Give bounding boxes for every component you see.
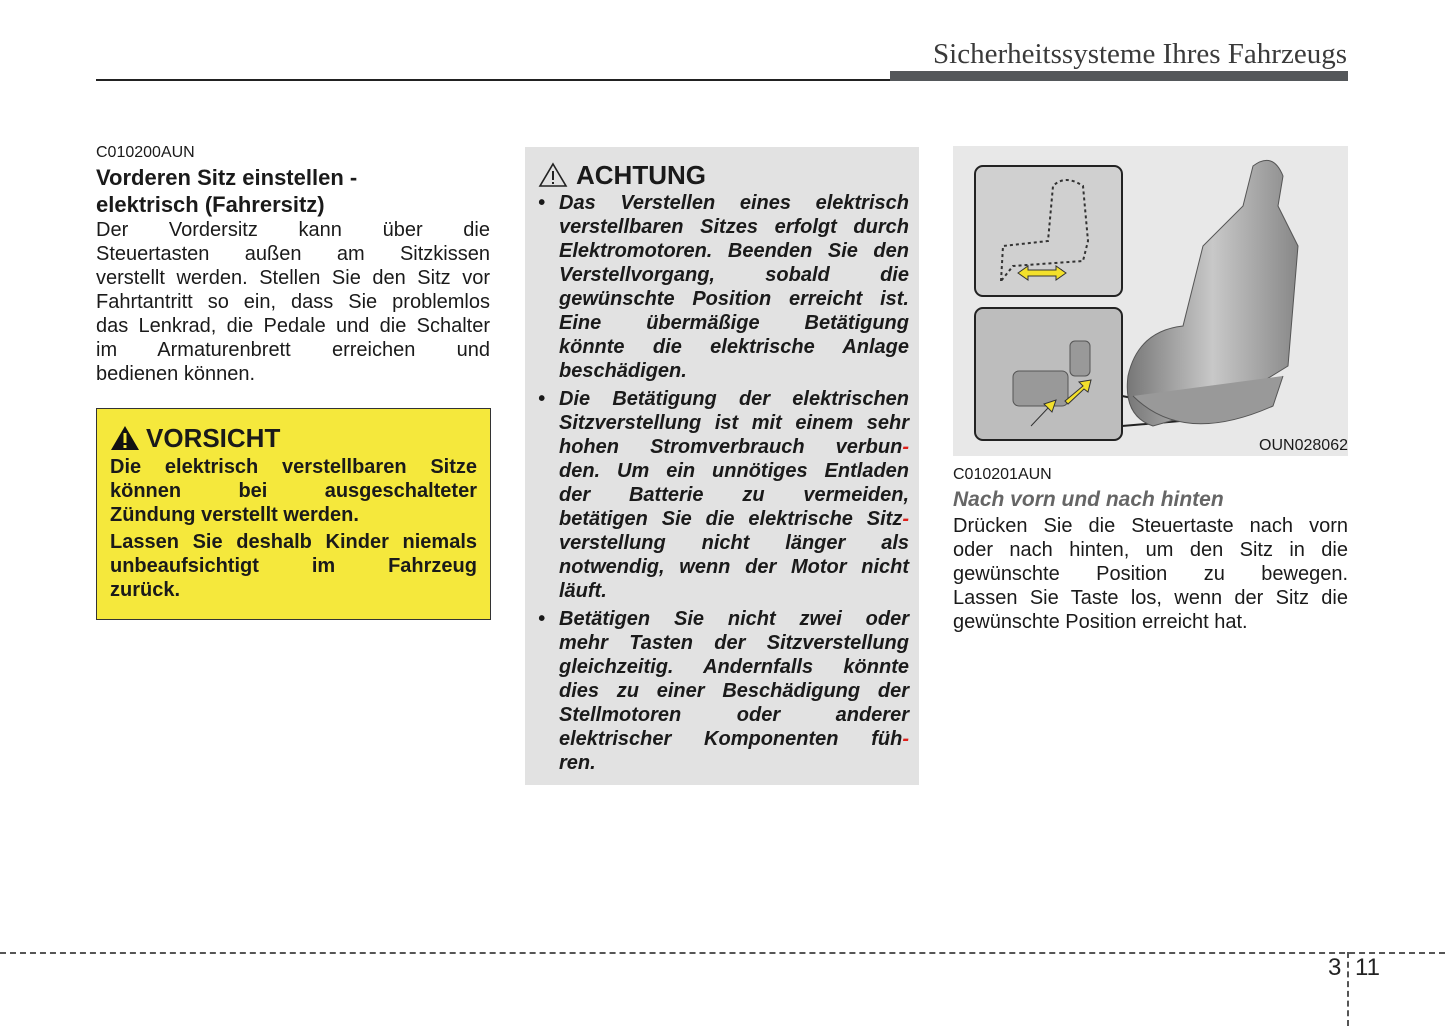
- notice-line: [559, 435, 909, 459]
- notice-line: gleichzeitig. Andernfalls könnte: [559, 656, 909, 678]
- caution-line: können bei ausgeschalteter: [110, 480, 477, 502]
- hyphen: -: [902, 728, 909, 750]
- notice-line: verstellung nicht länger als: [559, 532, 909, 554]
- footer-rule: [0, 952, 1445, 954]
- caution-line: Lassen Sie deshalb Kinder niemals: [110, 531, 477, 553]
- notice-line: läuft.: [559, 580, 607, 602]
- caution-text-2: [110, 530, 477, 602]
- caution-line: Die elektrisch verstellbaren Sitze: [110, 456, 477, 478]
- notice-line: ren.: [559, 752, 596, 774]
- notice-line: [559, 507, 909, 531]
- notice-line: • Das Verstellen eines elektrisch: [559, 192, 909, 214]
- line-text: elektrischer Komponenten füh: [559, 728, 903, 750]
- hyphen: -: [902, 508, 909, 530]
- power-seat-image: [953, 146, 1348, 456]
- seat-illustration: [953, 146, 1348, 456]
- body-line: Steuertasten außen am Sitzkissen: [96, 243, 490, 265]
- line-text: hohen Stromverbrauch verbun: [559, 436, 903, 458]
- notice-line: mehr Tasten der Sitzverstellung: [559, 632, 909, 654]
- notice-title: [538, 159, 909, 191]
- body-line: gewünschte Position zu bewegen.: [953, 563, 1348, 585]
- notice-line: dies zu einer Beschädigung der: [559, 680, 909, 702]
- section-code: C010201AUN: [953, 466, 1052, 483]
- caution-box: [96, 408, 491, 620]
- caution-title-text: VORSICHT: [146, 422, 281, 453]
- warning-triangle-outline-icon: [538, 162, 568, 188]
- notice-line: den. Um ein unnötiges Entladen: [559, 460, 909, 482]
- notice-line: • Betätigen Sie nicht zwei oder: [559, 608, 909, 630]
- notice-line: Verstellvorgang, sobald die: [559, 264, 909, 286]
- body-line: Der Vordersitz kann über die: [96, 219, 490, 241]
- body-line: das Lenkrad, die Pedale und die Schalter: [96, 315, 490, 337]
- notice-line: • Die Betätigung der elektrischen: [559, 388, 909, 410]
- subheading: Nach vorn und nach hinten: [953, 488, 1224, 511]
- right-column: [953, 466, 1348, 634]
- notice-line: Stellmotoren oder anderer: [559, 704, 909, 726]
- page-number: 11: [1355, 954, 1380, 981]
- heading-line: elektrisch (Fahrersitz): [96, 192, 325, 217]
- left-column: [96, 144, 490, 386]
- section-body: [96, 218, 490, 386]
- header-bar: [890, 71, 1348, 81]
- body-line: gewünschte Position erreicht hat.: [953, 611, 1248, 633]
- warning-triangle-icon: [110, 425, 140, 451]
- caution-line: Zündung verstellt werden.: [110, 504, 359, 526]
- notice-line: verstellbaren Sitzes erfolgt durch: [559, 216, 909, 238]
- notice-bullet: [538, 607, 909, 775]
- notice-line: notwendig, wenn der Motor nicht: [559, 556, 909, 578]
- caution-line: zurück.: [110, 579, 181, 601]
- notice-line: Eine übermäßige Betätigung: [559, 312, 909, 334]
- notice-line: Sitzverstellung ist mit einem sehr: [559, 412, 909, 434]
- section-heading: [96, 164, 490, 218]
- body-line: im Armaturenbrett erreichen und: [96, 339, 490, 361]
- caution-text-1: [110, 455, 477, 527]
- body-line: verstellt werden. Stellen Sie den Sitz vor: [96, 267, 490, 289]
- running-header: Sicherheitssysteme Ihres Fahrzeugs: [933, 38, 1347, 70]
- heading-line: Vorderen Sitz einstellen -: [96, 165, 358, 190]
- body-line: Drücken Sie die Steuertaste nach vorn: [953, 515, 1348, 537]
- line-text: betätigen Sie die elektrische Sitz: [559, 508, 903, 530]
- footer-divider: [1347, 952, 1349, 1026]
- notice-bullet: [538, 387, 909, 603]
- notice-line: könnte die elektrische Anlage: [559, 336, 909, 358]
- notice-box: [525, 147, 919, 785]
- header-rule: [96, 79, 896, 81]
- body-line: Fahrtantritt so ein, dass Sie problemlos: [96, 291, 490, 313]
- chapter-number: 3: [1328, 954, 1342, 981]
- section-code: C010200AUN: [96, 144, 195, 161]
- section-body: [953, 514, 1348, 634]
- hyphen: -: [902, 436, 909, 458]
- body-line: oder nach hinten, um den Sitz in die: [953, 539, 1348, 561]
- notice-line: [559, 727, 909, 751]
- notice-line: Elektromotoren. Beenden Sie den: [559, 240, 909, 262]
- body-line: Lassen Sie Taste los, wenn der Sitz die: [953, 587, 1348, 609]
- caution-line: unbeaufsichtigt im Fahrzeug: [110, 555, 477, 577]
- notice-line: der Batterie zu vermeiden,: [559, 484, 909, 506]
- body-line: bedienen können.: [96, 363, 256, 385]
- notice-line: gewünschte Position erreicht ist.: [559, 288, 909, 310]
- notice-line: beschädigen.: [559, 360, 687, 382]
- caution-title: [110, 421, 477, 455]
- figure-code: OUN028062: [1259, 437, 1348, 454]
- notice-bullet: [538, 191, 909, 383]
- notice-title-text: ACHTUNG: [576, 159, 706, 190]
